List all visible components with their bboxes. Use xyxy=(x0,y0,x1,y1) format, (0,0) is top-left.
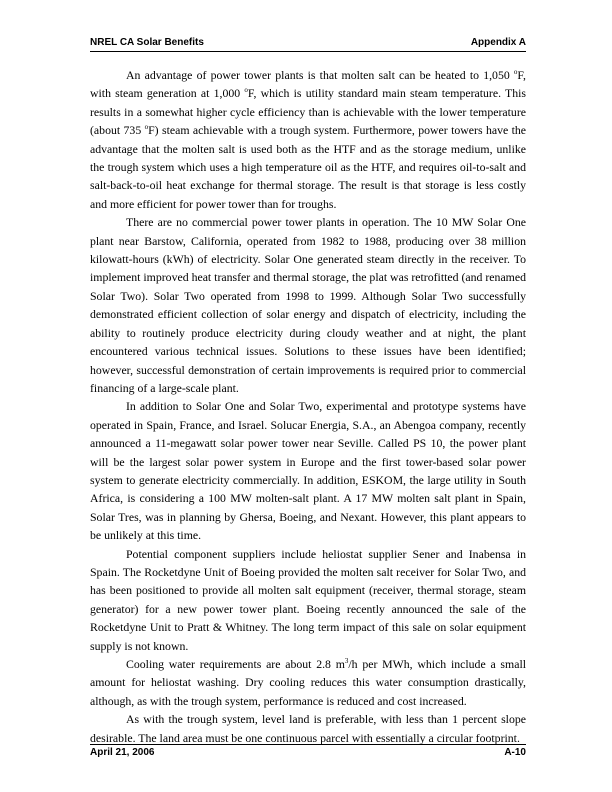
page-header xyxy=(90,35,526,52)
p1-text-b: F, with steam generation at 1,000 xyxy=(90,68,526,101)
p1-text-c: F, which is utility standard main steam temperature. This results in a somewhat higher cycle efficiency than is achievable with the lower temperature (about 735 xyxy=(90,86,527,138)
header-title: NREL CA Solar Benefits xyxy=(90,37,204,48)
p5-text-a: Cooling water requirements are about 2.8 m xyxy=(126,657,345,671)
document-body xyxy=(90,66,526,747)
paragraph-2: There are no commercial power tower plants in operation. The 10 MW Solar One plant near Barstow, California, operated from 1982 to 1988, producing over 38 million kilowatt-hours (kWh) of electricity. Solar One generated steam directly in the receiver. To implement improved heat transfer and thermal storage, the plat was retrofitted (and renamed Solar Two). Solar Two operated from 1998 to 1999. Although Solar Two successfully demonstrated efficient collection of solar energy and dispatch of electricity, including the ability to routinely produce electricity during cloudy weather and at night, the plant encountered various technical issues. Solutions to these issues have been identified; however, successful demonstration of certain improvements is required prior to commercial financing of a large-scale plant. xyxy=(90,215,526,395)
superscript-3: 3 xyxy=(344,657,349,666)
page-number: A-10 xyxy=(504,747,526,758)
p1-text-d: F) steam achievable with a trough system. Furthermore, power towers have the advantage that the molten salt is used both as the HTF and as the storage medium, unlike the trough system which uses a high temperature oil as the HTF, and requires oil-to-salt and salt-back-to-oil heat exchange for thermal storage. The result is that storage is less costly and more efficient for power tower than for troughs. xyxy=(90,123,527,211)
page-footer xyxy=(90,744,526,761)
paragraph-6: As with the trough system, level land is preferable, with less than 1 percent slope desirable. The land area must be one continuous parcel with essentially a circular footprint. xyxy=(90,712,526,745)
p5-text-b: /h per MWh, which include a small amount for heliostat washing. Dry cooling reduces this water consumption drastically, although, as with the trough system, performance is reduced and cost increased. xyxy=(90,657,526,708)
degree-symbol: o xyxy=(144,123,149,132)
paragraph-1 xyxy=(90,66,526,213)
paragraph-3: In addition to Solar One and Solar Two, experimental and prototype systems have operated in Spain, France, and Israel. Solucar Energia, S.A., an Abengoa company, recently announced a 11-megawatt solar power tower near Seville. Called PS 10, the power plant will be the largest solar power system in Europe and the first tower-based solar power system to generate electricity commercially. In addition, ESKOM, the large utility in South Africa, is considering a 100 MW molten-salt plant. A 17 MW molten salt plant in Spain, Solar Tres, was in planning by Ghersa, Boeing, and Nexant. However, this plant appears to be unlikely at this time. xyxy=(90,399,526,543)
p1-text-a: An advantage of power tower plants is that molten salt can be heated to 1,050 xyxy=(126,68,514,82)
paragraph-4: Potential component suppliers include heliostat supplier Sener and Inabensa in Spain. The Rocketdyne Unit of Boeing provided the molten salt receiver for Solar Two, and has been positioned to provide all molten salt equipment (receiver, thermal storage, steam generator) for a new power tower plant. Boeing recently announced the sale of the Rocketdyne Unit to Pratt & Whitney. The long term impact of this sale on solar equipment supply is not known. xyxy=(90,546,526,653)
header-section: Appendix A xyxy=(470,37,526,48)
degree-symbol: o xyxy=(513,68,518,77)
paragraph-5 xyxy=(90,655,526,710)
degree-symbol: o xyxy=(244,86,248,95)
footer-date: April 21, 2006 xyxy=(90,747,155,758)
